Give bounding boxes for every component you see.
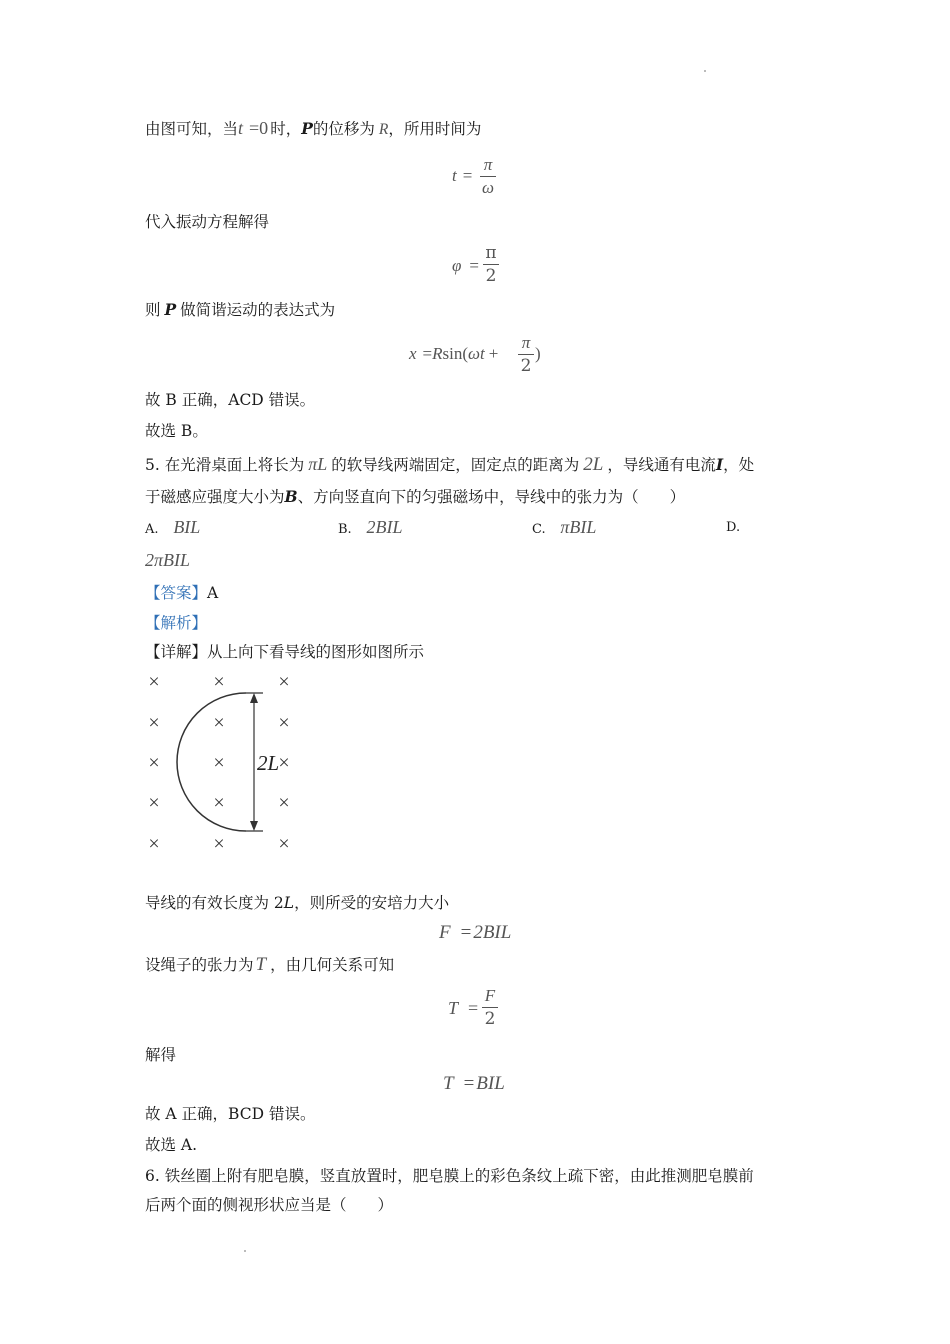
- eq-rhs: 2BIL: [473, 922, 512, 943]
- scan-dot: [704, 70, 706, 72]
- cross-icon: ×: [213, 792, 225, 814]
- eq-op: =: [469, 256, 479, 275]
- option-letter: B.: [338, 522, 352, 537]
- arrow-up-icon: [250, 693, 258, 703]
- symbol-P: P: [301, 119, 313, 138]
- text-seg: 的位移为: [312, 120, 375, 138]
- frac-bar: [480, 176, 496, 177]
- option-value: BIL: [173, 517, 201, 537]
- question-5-line-1: [145, 454, 754, 475]
- cross-icon: ×: [278, 752, 290, 774]
- symbol-L: L: [283, 894, 295, 912]
- frac-bar: [482, 1007, 498, 1008]
- answer-value: A: [207, 584, 219, 602]
- cross-icon: ×: [148, 792, 160, 814]
- option-letter: C.: [532, 522, 546, 537]
- text-line-4: 故 B 正确，ACD 错误。: [145, 391, 316, 409]
- frac-den: 2: [484, 1009, 496, 1029]
- text-seg: ，则所受的安培力大小: [294, 894, 450, 912]
- text-seg: 导线的有效长度为 2: [145, 894, 284, 912]
- cross-icon: ×: [278, 671, 290, 693]
- math-t: t: [238, 118, 244, 138]
- answer-tag: 【答案】: [145, 584, 208, 602]
- text-seg: 设绳子的张力为: [145, 956, 254, 974]
- frac-den: 2: [520, 356, 532, 376]
- text-seg: 由图可知，当: [145, 120, 239, 138]
- symbol-P: P: [164, 300, 177, 319]
- eq-lhs: x: [409, 344, 417, 363]
- fraction-F-2: [482, 986, 498, 1029]
- frac-num: π: [485, 243, 497, 263]
- cross-icon: ×: [278, 792, 290, 814]
- tension-line: [145, 955, 394, 975]
- eq-op: =: [460, 922, 472, 943]
- eq-plus: +: [488, 344, 499, 363]
- fraction-pi-omega: [480, 155, 496, 198]
- conclusion-line-2: 故选 A.: [145, 1136, 198, 1154]
- symbol-B: B: [284, 487, 298, 506]
- equation-x: [409, 344, 498, 364]
- symbol-I: I: [715, 455, 724, 474]
- option-value: 2πBIL: [145, 550, 191, 570]
- frac-num: π: [521, 333, 531, 352]
- question-5-line-2: [145, 487, 685, 507]
- frac-num: π: [483, 155, 493, 174]
- equation-T-result: [443, 1073, 505, 1095]
- math-2L: 2L: [583, 454, 604, 475]
- cross-icon: ×: [213, 833, 225, 855]
- text-line-1: [145, 118, 481, 140]
- frac-bar: [518, 354, 534, 355]
- fraction-pi-2: [483, 243, 499, 286]
- math-eq0: =0: [249, 118, 269, 138]
- option-value: πBIL: [560, 517, 597, 537]
- answer-line: [145, 583, 218, 603]
- eq-op: =: [422, 344, 433, 363]
- text-seg: 时，: [270, 120, 302, 138]
- solve-line: 解得: [145, 1046, 177, 1064]
- option-letter: D.: [726, 520, 741, 535]
- cross-icon: ×: [213, 752, 225, 774]
- text-seg: 从上向下看导线的图形如图所示: [207, 643, 425, 661]
- detail-tag: 【详解】: [145, 643, 208, 661]
- eq-rhs: BIL: [476, 1073, 505, 1094]
- question-6-line-1: 6. 铁丝圈上附有肥皂膜，竖直放置时，肥皂膜上的彩色条纹上疏下密，由此推测肥皂膜前: [145, 1167, 754, 1185]
- option-c[interactable]: [532, 517, 596, 538]
- text-seg: 则: [145, 301, 161, 319]
- eq-lhs: T: [443, 1073, 454, 1094]
- cross-icon: ×: [278, 833, 290, 855]
- dimension-label: 2L: [257, 751, 280, 775]
- math-T: T: [255, 954, 267, 975]
- analysis-tag: 【解析】: [145, 614, 208, 632]
- text-seg: 、方向竖直向下的匀强磁场中，导线中的张力为（ ）: [297, 488, 686, 506]
- eq-sin: sin(: [442, 344, 469, 363]
- frac-den: ω: [481, 178, 494, 197]
- cross-icon: ×: [148, 671, 160, 693]
- cross-icon: ×: [213, 712, 225, 734]
- scan-dot: [244, 1250, 246, 1252]
- eq-R: R: [432, 344, 443, 363]
- text-seg: ，由几何关系可知: [270, 956, 395, 974]
- text-seg: 在光滑桌面上将长为: [164, 456, 305, 474]
- math-piL: πL: [308, 454, 328, 474]
- question-number: 5.: [145, 456, 160, 474]
- equation-F: [439, 922, 511, 944]
- text-line-3: [145, 300, 335, 320]
- cross-icon: ×: [278, 712, 290, 734]
- eq-op: =: [468, 998, 479, 1018]
- text-line-5: 故选 B。: [145, 422, 208, 440]
- equation-T-frac: [448, 998, 478, 1019]
- frac-den: 2: [485, 266, 497, 286]
- eq-lhs: F: [439, 922, 451, 943]
- option-a[interactable]: [145, 517, 200, 538]
- eq-lhs: t: [452, 166, 457, 185]
- option-letter: A.: [145, 522, 159, 537]
- option-d-value[interactable]: [145, 550, 190, 571]
- option-value: 2BIL: [366, 517, 403, 537]
- effective-length-line: [145, 893, 449, 913]
- text-seg: ，所用时间为: [388, 120, 482, 138]
- cross-icon: ×: [148, 833, 160, 855]
- cross-icon: ×: [148, 752, 160, 774]
- magnetic-field-figure: [140, 665, 310, 860]
- cross-icon: ×: [148, 712, 160, 734]
- eq-wt: ωt: [468, 344, 485, 363]
- cross-icon: ×: [213, 671, 225, 693]
- frac-num: F: [484, 986, 496, 1005]
- eq-lhs: T: [448, 998, 459, 1018]
- math-R: R: [378, 121, 389, 138]
- conclusion-line-1: 故 A 正确，BCD 错误。: [145, 1105, 316, 1123]
- text-seg: 于磁感应强度大小为: [145, 488, 285, 506]
- eq-lhs: φ: [452, 256, 462, 275]
- fraction-pi-2b: [518, 333, 534, 376]
- text-line-2: 代入振动方程解得: [145, 213, 270, 231]
- text-seg: ，处: [723, 456, 755, 474]
- text-seg: ，导线通有电流: [607, 456, 716, 474]
- frac-bar: [483, 264, 499, 265]
- eq-op: =: [462, 166, 473, 185]
- equation-phi: [452, 256, 479, 276]
- text-seg: 的软导线两端固定，固定点的距离为: [331, 456, 580, 474]
- eq-op: =: [463, 1073, 475, 1094]
- semicircle-wire: [177, 693, 246, 831]
- detail-line: [145, 642, 424, 662]
- arrow-down-icon: [250, 821, 258, 831]
- option-d-letter[interactable]: [726, 517, 740, 535]
- question-6-line-2: 后两个面的侧视形状应当是（ ）: [145, 1196, 394, 1214]
- text-seg: 做简谐运动的表达式为: [180, 301, 336, 319]
- option-b[interactable]: [338, 517, 402, 538]
- equation-t: [452, 166, 472, 186]
- eq-close-paren: ): [535, 344, 541, 363]
